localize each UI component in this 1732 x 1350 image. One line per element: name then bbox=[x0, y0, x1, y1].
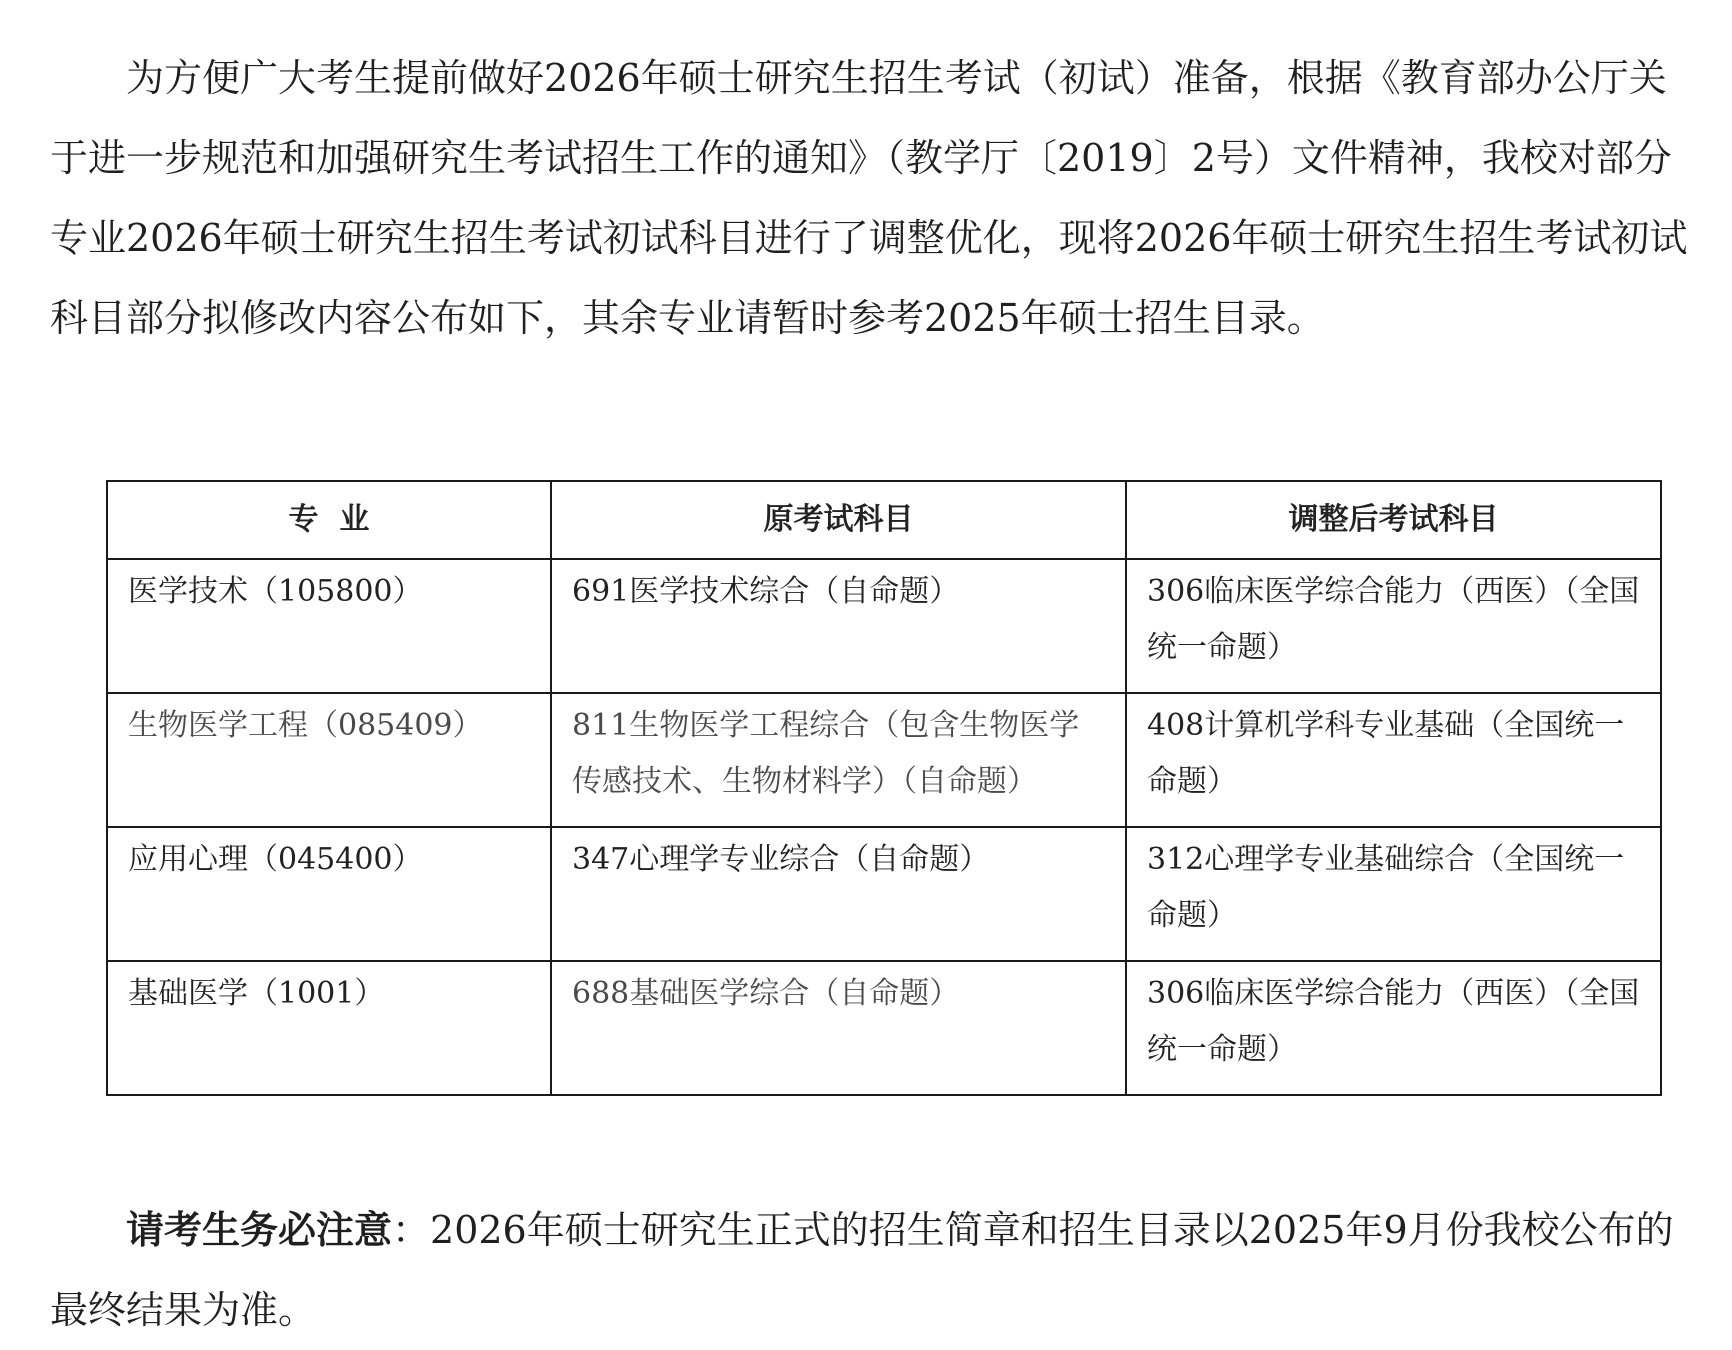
table-row bbox=[107, 559, 1661, 693]
cell-adjusted-subject: 306临床医学综合能力（西医）（全国统一命题） bbox=[1126, 559, 1661, 693]
cell-major: 应用心理（045400） bbox=[107, 827, 551, 961]
cell-original-subject: 811生物医学工程综合（包含生物医学传感技术、生物材料学）（自命题） bbox=[551, 693, 1126, 827]
header-original-subject: 原考试科目 bbox=[551, 481, 1126, 559]
table-row bbox=[107, 693, 1661, 827]
notice-separator: ： bbox=[392, 1208, 431, 1252]
cell-original-subject: 691医学技术综合（自命题） bbox=[551, 559, 1126, 693]
cell-adjusted-subject: 408计算机学科专业基础（全国统一命题） bbox=[1126, 693, 1661, 827]
cell-major: 生物医学工程（085409） bbox=[107, 693, 551, 827]
cell-adjusted-subject: 312心理学专业基础综合（全国统一命题） bbox=[1126, 827, 1661, 961]
header-major: 专 业 bbox=[107, 481, 551, 559]
table-header-row bbox=[107, 481, 1661, 559]
notice-label: 请考生务必注意 bbox=[126, 1207, 393, 1252]
header-adjusted-subject: 调整后考试科目 bbox=[1126, 481, 1661, 559]
table-row bbox=[107, 827, 1661, 961]
cell-original-subject: 688基础医学综合（自命题） bbox=[551, 961, 1126, 1095]
intro-paragraph: 为方便广大考生提前做好2026年硕士研究生招生考试（初试）准备，根据《教育部办公厅关于进一步规范和加强研究生考试招生工作的通知》（教学厅〔2019〕2号）文件精神，我校对部分专业2026年硕士研究生招生考试初试科目进行了调整优化，现将2026年硕士研究生招生考试初试科目部分拟修改内容公布如下，其余专业请暂时参考2025年硕士招生目录。 bbox=[50, 56, 1688, 340]
table-row bbox=[107, 961, 1661, 1095]
notice-text: 2026年硕士研究生正式的招生简章和招生目录以2025年9月份我校公布的最终结果为准。 bbox=[50, 1208, 1674, 1332]
cell-major: 基础医学（1001） bbox=[107, 961, 551, 1095]
exam-subjects-table bbox=[106, 480, 1662, 1096]
notice-paragraph bbox=[50, 1190, 1690, 1350]
cell-adjusted-subject: 306临床医学综合能力（西医）（全国统一命题） bbox=[1126, 961, 1661, 1095]
cell-major: 医学技术（105800） bbox=[107, 559, 551, 693]
cell-original-subject: 347心理学专业综合（自命题） bbox=[551, 827, 1126, 961]
